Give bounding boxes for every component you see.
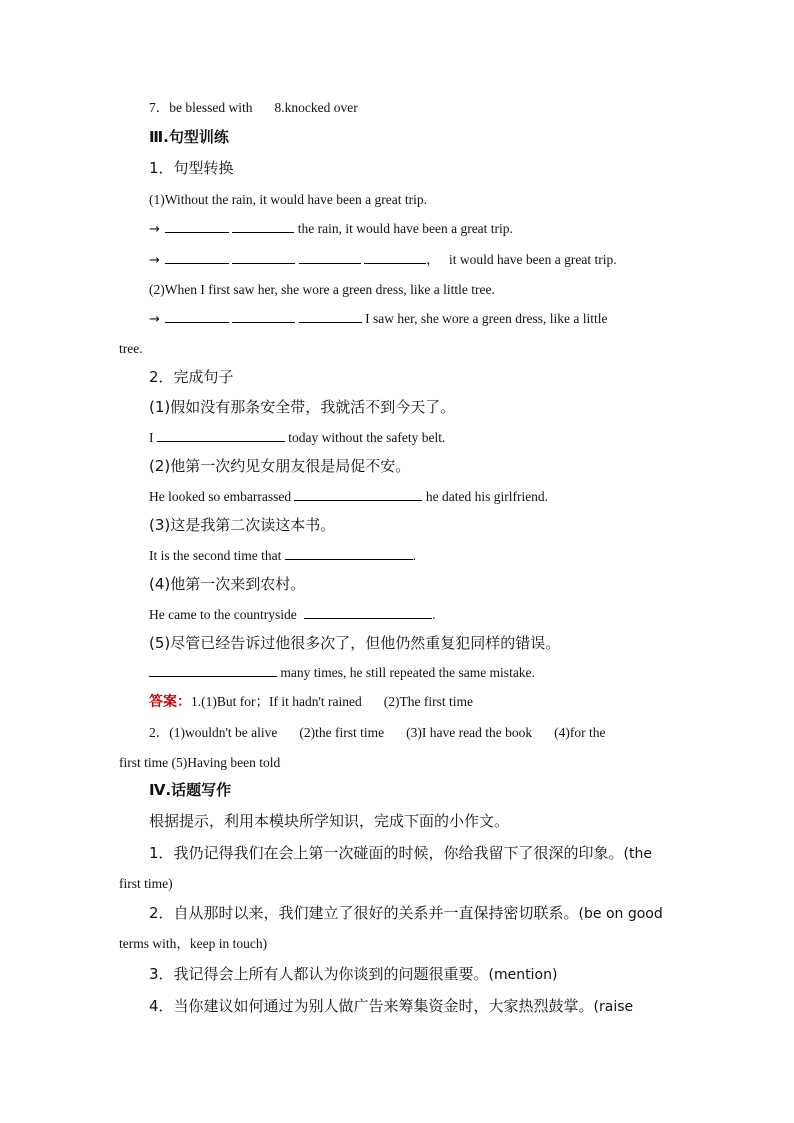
arrow-right-icon: → bbox=[149, 312, 160, 327]
answer-label: 答案： bbox=[149, 694, 191, 710]
answer-blank[interactable] bbox=[232, 219, 294, 233]
answer-blank[interactable] bbox=[149, 663, 277, 677]
answers-line-3: first time (5)Having been told bbox=[119, 755, 281, 770]
answer-blank[interactable] bbox=[165, 250, 229, 264]
rewrite-answer-2: → I saw her, she wore a green dress, like a little bbox=[149, 309, 608, 330]
topic-2-cont: terms with，keep in touch) bbox=[119, 936, 268, 951]
answer-blank[interactable] bbox=[304, 605, 432, 619]
section-3-title: Ⅲ.句型训练 bbox=[149, 128, 229, 146]
sentence-4-zh: (4)他第一次来到农村。 bbox=[149, 575, 306, 593]
rewrite-answer-1a: → the rain, it would have been a great trip. bbox=[149, 219, 513, 240]
topic-1-cont: first time) bbox=[119, 876, 173, 891]
vocab-item-8: 8.knocked over bbox=[274, 100, 358, 115]
sentence-1-zh: (1)假如没有那条安全带，我就活不到今天了。 bbox=[149, 398, 456, 416]
answer-blank[interactable] bbox=[232, 309, 295, 323]
sentence-3-en: It is the second time that . bbox=[149, 548, 417, 563]
rewrite-question-1: (1)Without the rain, it would have been a great trip. bbox=[149, 192, 427, 207]
answer-blank[interactable] bbox=[157, 428, 285, 442]
arrow-right-icon: → bbox=[149, 222, 160, 237]
answer-blank[interactable] bbox=[232, 250, 295, 264]
answer-blank[interactable] bbox=[299, 309, 362, 323]
rewrite-question-2: (2)When I first saw her, she wore a green dress, like a little tree. bbox=[149, 282, 495, 297]
topic-2: 2．自从那时以来，我们建立了很好的关系并一直保持密切联系。(be on good bbox=[149, 904, 663, 922]
sentence-3-zh: (3)这是我第二次读这本书。 bbox=[149, 516, 336, 534]
part-2-title: 2．完成句子 bbox=[149, 368, 234, 386]
answer-blank[interactable] bbox=[364, 250, 426, 264]
answer-blank[interactable] bbox=[285, 546, 413, 560]
sentence-2-zh: (2)他第一次约见女朋友很是局促不安。 bbox=[149, 457, 411, 475]
answer-blank[interactable] bbox=[165, 219, 229, 233]
sentence-1-en: I today without the safety belt. bbox=[149, 430, 446, 445]
section-4-title: Ⅳ.话题写作 bbox=[149, 781, 232, 799]
vocab-line-7-8 bbox=[149, 98, 358, 118]
answer-blank[interactable] bbox=[299, 250, 361, 264]
answers-line-2: 2．(1)wouldn't be alive (2)the first time (3)I have read the book (4)for the bbox=[149, 725, 606, 740]
answers-line-1: 答案：1.(1)But for；If it hadn't rained (2)The first time bbox=[149, 694, 473, 710]
topic-4: 4．当你建议如何通过为别人做广告来筹集资金时，大家热烈鼓掌。(raise bbox=[149, 997, 634, 1015]
arrow-right-icon: → bbox=[149, 253, 160, 268]
rewrite-answer-2-cont: tree. bbox=[119, 341, 143, 356]
sentence-5-zh: (5)尽管已经告诉过他很多次了，但他仍然重复犯同样的错误。 bbox=[149, 634, 561, 652]
part-1-title: 1．句型转换 bbox=[149, 159, 234, 177]
rewrite-answer-1b: → ， it would have been a great trip. bbox=[149, 250, 617, 271]
topic-1: 1．我仍记得我们在会上第一次碰面的时候，你给我留下了很深的印象。(the bbox=[149, 844, 652, 862]
sentence-4-en: He came to the countryside . bbox=[149, 607, 436, 622]
section-4-intro: 根据提示，利用本模块所学知识，完成下面的小作文。 bbox=[149, 812, 510, 830]
sentence-2-en: He looked so embarrassed he dated his girlfriend. bbox=[149, 489, 549, 504]
vocab-item-7: 7．be blessed with bbox=[149, 100, 253, 115]
sentence-5-en: many times, he still repeated the same mistake. bbox=[149, 663, 535, 683]
topic-3: 3．我记得会上所有人都认为你谈到的问题很重要。(mention) bbox=[149, 965, 558, 983]
answer-blank[interactable] bbox=[165, 309, 229, 323]
answer-blank[interactable] bbox=[294, 487, 422, 501]
